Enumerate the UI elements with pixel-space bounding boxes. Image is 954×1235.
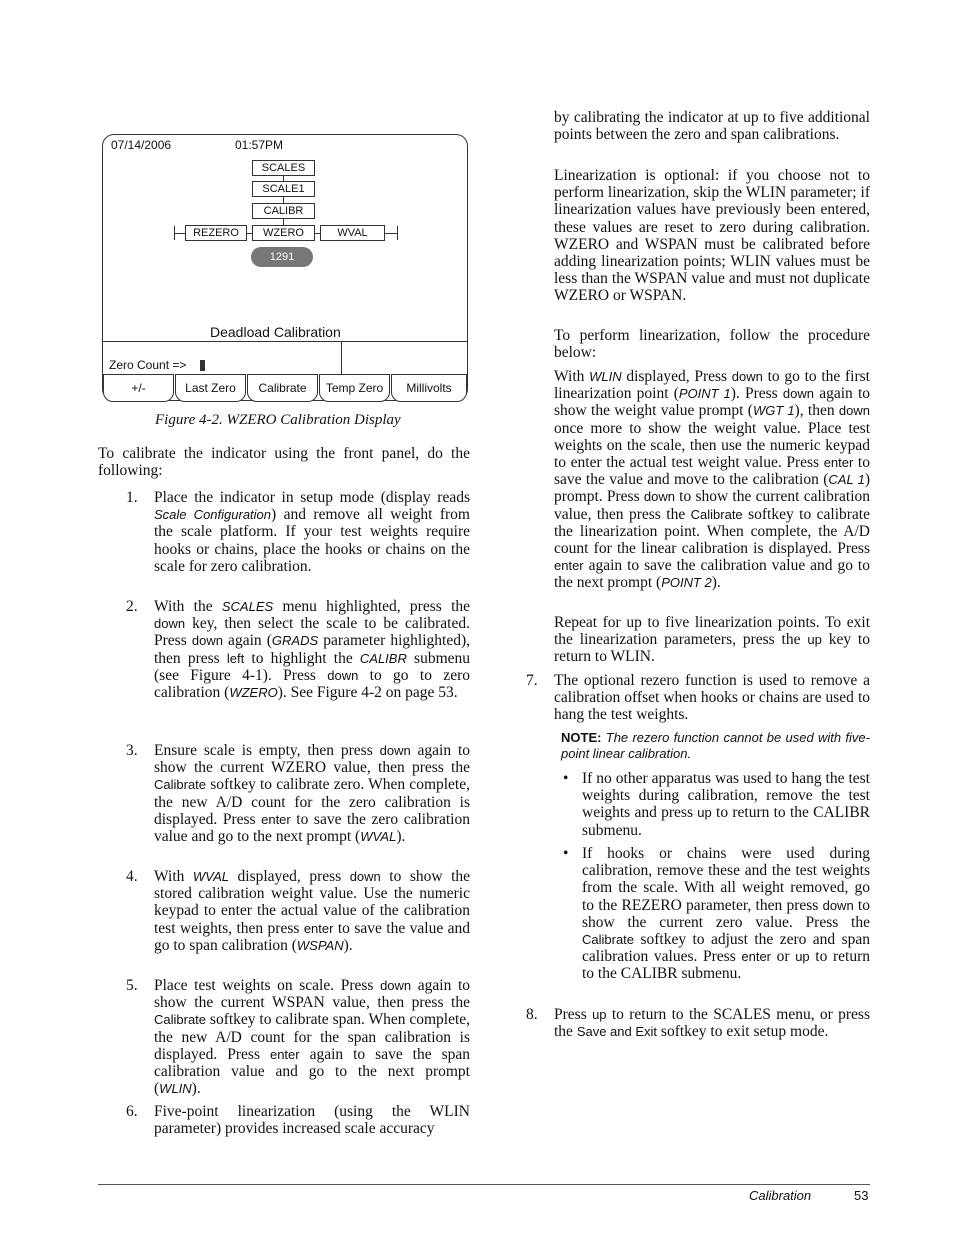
step-6-text: Five-point linearization (using the WLIN parameter) provides increased scale accuracy: [154, 1103, 470, 1138]
procedure-intro: To perform linearization, follow the procedure below:: [554, 327, 870, 362]
note: NOTE: The rezero function cannot be used with five-point linear calibration.: [561, 730, 870, 761]
step-number: 5.: [126, 977, 138, 994]
menu-rezero[interactable]: REZERO: [185, 225, 247, 241]
step-number: 2.: [126, 598, 138, 615]
footer-rule: [98, 1184, 870, 1185]
bullet-1-text: If no other apparatus was used to hang the test weights during calibration, remove the test weights and press up to return to the CALIBR submenu.: [582, 770, 871, 839]
linearization-procedure: With WLIN displayed, Press down to go to the first linearization point (POINT 1). Press down again to show the weight value prompt (WGT 1), then down once more to show the weight value. Place test weights on the scale, then use the numeric keypad to enter the actual test weight value. Press enter to save the value and move to the calibration (CAL 1) prompt. Press down to show the current calibration value, then press the Calibrate softkey to calibrate the linearization point. When complete, the A/D count for the linear calibration is displayed. Press enter again to save the calibration value and go to the next prompt (POINT 2).: [554, 368, 871, 592]
step-number: 4.: [126, 868, 138, 885]
submenu-left-tick: [174, 226, 175, 240]
bullet-marker: •: [563, 845, 569, 862]
menu-scales[interactable]: SCALES: [252, 160, 315, 176]
softkey-millivolts[interactable]: Millivolts: [391, 374, 467, 402]
softkey-temp-zero[interactable]: Temp Zero: [319, 374, 390, 402]
linearization-paragraph: Linearization is optional: if you choose not to perform linearization, skip the WLIN parameter; if linearization values have previously been entered, these values are reset to zero during calibration. WZERO and WSPAN must be calibrated before adding linearization points; WLIN values must be less than the WSPAN value and must not duplicate WZERO or WSPAN.: [554, 167, 870, 305]
bullet-marker: •: [563, 770, 569, 787]
bullet-2-text: If hooks or chains were used during calibration, remove these and the test weights from the scale. With all weight removed, go to the REZERO parameter, then press down to show the current zero value. Press the Calibrate softkey to adjust the zero and span calibration values. Press enter or up to return to the CALIBR submenu.: [582, 845, 870, 983]
step-4-text: With WVAL displayed, press down to show the stored calibration weight value. Use the numeric keypad to enter the actual value of the calibration test weights, then press enter to save the value and go to span calibration (WSPAN).: [154, 868, 471, 954]
menu-scale1[interactable]: SCALE1: [252, 181, 315, 197]
step-7-text: The optional rezero function is used to remove a calibration offset when hooks or chains are used to hang the test weights.: [554, 672, 870, 724]
menu-calibr[interactable]: CALIBR: [252, 203, 315, 219]
softkey-calibrate[interactable]: Calibrate: [247, 374, 318, 402]
menu-wzero[interactable]: WZERO: [252, 225, 315, 241]
figure-caption: Figure 4-2. WZERO Calibration Display: [155, 412, 401, 428]
step-number: 7.: [526, 672, 538, 689]
footer-section-title: Calibration: [749, 1188, 812, 1203]
step-6-continued: by calibrating the indicator at up to five additional points between the zero and span calibrations.: [554, 109, 870, 144]
step-3-text: Ensure scale is empty, then press down again to show the current WZERO value, then press the Calibrate softkey to calibrate zero. When complete, the new A/D count for the zero calibration is displayed. Press enter to save the zero calibration value and go to the next prompt (WVAL).: [154, 742, 471, 846]
page-number: 53: [854, 1188, 869, 1203]
step-number: 1.: [126, 489, 138, 506]
repeat-paragraph: Repeat for up to five linearization points. To exit the linearization parameters, press the up key to return to WLIN.: [554, 614, 870, 666]
intro-paragraph: To calibrate the indicator using the front panel, do the following:: [98, 445, 470, 480]
step-5-text: Place test weights on scale. Press down again to show the current WSPAN value, then press the Calibrate softkey to calibrate span. When complete, the new A/D count for the span calibration is displayed. Press enter again to save the span calibration value and go to the next prompt (WLIN).: [154, 977, 471, 1098]
step-1-text: Place the indicator in setup mode (display reads Scale Configuration) and remove all weight from the scale platform. If your test weights require hooks or chains, place the hooks or chains on the scale for zero calibration.: [154, 489, 470, 575]
softkey-plus-minus[interactable]: +/-: [103, 374, 174, 402]
display-time: 01:57PM: [235, 138, 284, 152]
step-number: 6.: [126, 1103, 138, 1120]
display-prompt-divider: [341, 341, 342, 374]
step-8-text: Press up to return to the SCALES menu, or press the Save and Exit softkey to exit setup mode.: [554, 1006, 870, 1041]
step-number: 8.: [526, 1006, 538, 1023]
display-date: 07/14/2006: [111, 138, 172, 152]
submenu-right-tick: [397, 226, 398, 240]
step-number: 3.: [126, 742, 138, 759]
zero-count-prompt: Zero Count =>: [109, 358, 187, 372]
display-divider: [103, 341, 467, 342]
count-value-badge: 1291: [251, 247, 313, 267]
step-2-text: With the SCALES menu highlighted, press the down key, then select the scale to be calibrated. Press down again (GRADS parameter highlighted), then press left to highlight the CALIBR submenu (see Figure 4-1). Press down to go to zero calibration (WZERO). See Figure 4-2 on page 53.: [154, 598, 470, 702]
softkey-last-zero[interactable]: Last Zero: [175, 374, 246, 402]
text-cursor: [200, 360, 205, 371]
display-title: Deadload Calibration: [210, 324, 341, 340]
menu-wval[interactable]: WVAL: [320, 225, 385, 241]
